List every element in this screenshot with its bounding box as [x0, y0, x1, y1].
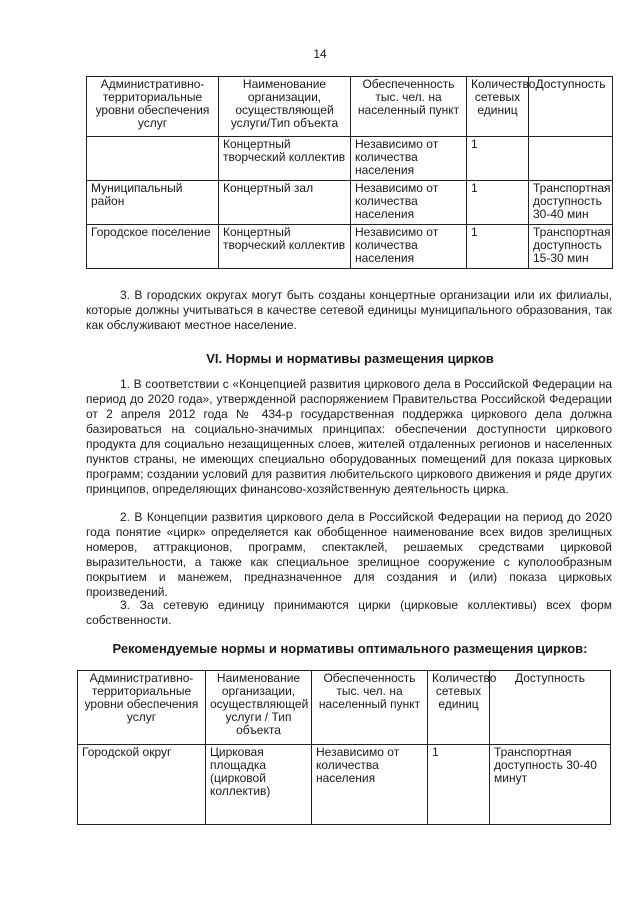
column-header: Обеспеченность тыс. чел. на населенный пункт — [312, 671, 428, 745]
table-cell: Транспортная доступность 15-30 мин — [529, 225, 613, 269]
column-header: Доступность — [490, 671, 611, 745]
column-header: Количество сетевых единиц — [467, 77, 529, 137]
column-header: Наименование организации, осуществляющей услуги/Тип объекта — [219, 77, 351, 137]
table-cell: 1 — [467, 181, 529, 225]
column-header: Административно-территориальные уровни обеспечения услуг — [87, 77, 219, 137]
paragraph-circus-2: 2. В Концепции развития циркового дела в Российской Федерации на период до 2020 года понятие «цирк» определяется как обобщенное наименование всех видов зрелищных номеров, аттракционов, программ, спектаклей, решаемых средствами цирковой выразительности, а также как специальное зрелищное сооружение с куполообразным покрытием и манежем, предназначенное для создания и (или) показа цирковых произведений. — [86, 510, 612, 599]
paragraph-concert-note: 3. В городских округах могут быть созданы концертные организации или их филиалы, которые должны учитываться в качестве сетевой единицы муниципального образования, так как обслуживают местное население. — [86, 288, 612, 332]
column-header: Доступность — [529, 77, 613, 137]
table-row — [78, 745, 611, 825]
table-cell: 1 — [467, 137, 529, 181]
table-cell: Транспортная доступность 30-40 мин — [529, 181, 613, 225]
table-cell: Городское поселение — [87, 225, 219, 269]
table-cell: Концертный зал — [219, 181, 351, 225]
page-number: 14 — [313, 47, 327, 61]
table-cell — [87, 137, 219, 181]
table-cell: Концертный творческий коллектив — [219, 137, 351, 181]
table-cell: Независимо от количества населения — [351, 137, 467, 181]
table-cell: Городской округ — [78, 745, 206, 825]
table-row — [87, 225, 613, 269]
column-header: Наименование организации, осуществляющей услуги / Тип объекта — [206, 671, 312, 745]
column-header: Обеспеченность тыс. чел. на населенный пункт — [351, 77, 467, 137]
circus-norms-table — [77, 670, 611, 825]
table-header-row — [78, 671, 611, 745]
table-cell: Муниципальный район — [87, 181, 219, 225]
table-cell — [529, 137, 613, 181]
section-title: VI. Нормы и нормативы размещения цирков — [206, 351, 494, 366]
table-row — [87, 181, 613, 225]
table-cell: Концертный творческий коллектив — [219, 225, 351, 269]
table-cell: 1 — [428, 745, 490, 825]
table-cell: Независимо от количества населения — [351, 225, 467, 269]
column-header: Административно-территориальные уровни обеспечения услуг — [78, 671, 206, 745]
table-header-row — [87, 77, 613, 137]
table-cell: 1 — [467, 225, 529, 269]
table-cell: Цирковая площадка (цирковой коллектив) — [206, 745, 312, 825]
paragraph-circus-1: 1. В соответствии с «Концепцией развития циркового дела в Российской Федерации на период до 2020 года», утвержденной распоряжением Правительства Российской Федерации от 2 апреля 2012 года № 434-р государственная поддержка циркового дела должна базироваться на социально-значимых принципах: обеспечении доступности циркового продукта для социально незащищенных слоев, жителей отдаленных регионов и населенных пунктов страны, не имеющих специально оборудованных помещений для показа цирковых программ; создании условий для развития любительского циркового движения и ряде других принципов, определяющих финансово-хозяйственную деятельность цирка. — [86, 377, 612, 496]
table-row — [87, 137, 613, 181]
table2-title: Рекомендуемые нормы и нормативы оптимального размещения цирков: — [112, 641, 588, 656]
table-cell: Независимо от количества населения — [312, 745, 428, 825]
concert-norms-table — [86, 76, 613, 269]
table-cell: Независимо от количества населения — [351, 181, 467, 225]
paragraph-circus-3: 3. За сетевую единицу принимаются цирки (цирковые коллективы) всех форм собственности. — [86, 598, 612, 627]
table-cell: Транспортная доступность 30-40 минут — [490, 745, 611, 825]
column-header: Количество сетевых единиц — [428, 671, 490, 745]
